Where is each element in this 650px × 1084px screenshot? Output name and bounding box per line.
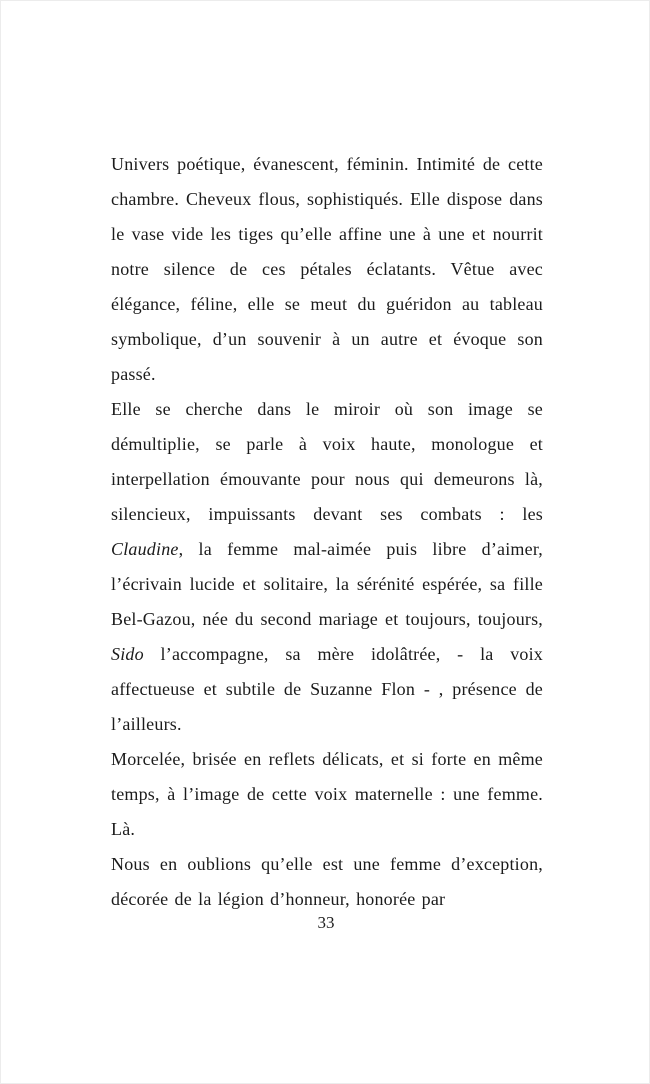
paragraph-2 — [111, 392, 543, 742]
text-segment: l’accompagne, sa mère idolâtrée, - la voix affectueuse et subtile de Suzanne Flon - , présence de l’ailleurs. — [111, 644, 543, 734]
text-segment: , la femme mal-aimée puis libre d’aimer, l’écrivain lucide et solitaire, la sérénité espérée, sa fille Bel-Gazou, née du second mariage et toujours, toujours, — [111, 539, 543, 629]
text-segment: Elle se cherche dans le miroir où son image se démultiplie, se parle à voix haute, monologue et interpellation émouvante pour nous qui demeurons là, silencieux, impuissants devant ses combats : les — [111, 399, 543, 524]
paragraph-1 — [111, 147, 543, 392]
italic-book-title-sido: Sido — [111, 644, 144, 664]
paragraph-4 — [111, 847, 543, 917]
text-segment: Nous en oublions qu’elle est une femme d’exception, décorée de la légion d’honneur, honorée par — [111, 854, 543, 909]
text-segment: Univers poétique, évanescent, féminin. Intimité de cette chambre. Cheveux flous, sophistiqués. Elle dispose dans le vase vide les tiges qu’elle affine une à une et nourrit notre silence de ces pétales éclatants. Vêtue avec élégance, féline, elle se meut du guéridon au tableau symbolique, d’un souvenir à un autre et évoque son passé. — [111, 154, 543, 384]
paragraph-3 — [111, 742, 543, 847]
text-block — [111, 147, 543, 917]
page-number: 33 — [317, 913, 335, 932]
text-segment: Morcelée, brisée en reflets délicats, et si forte en même temps, à l’image de cette voix maternelle : une femme. Là. — [111, 749, 543, 839]
italic-book-title-claudine: Claudine — [111, 539, 179, 559]
